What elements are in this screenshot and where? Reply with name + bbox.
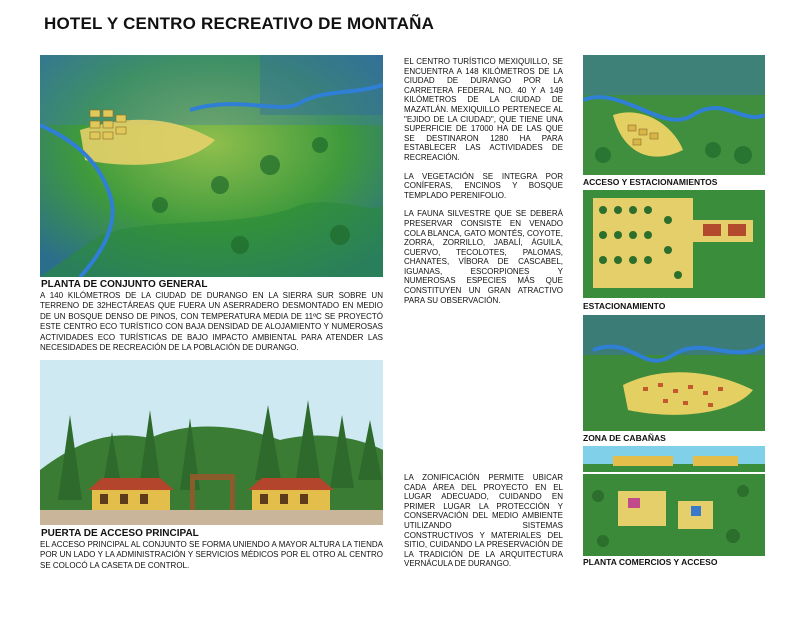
- vegetation-paragraph: LA VEGETACIÓN SE INTEGRA POR CONÍFERAS, ENCINOS Y BOSQUE TEMPLADO PERENIFOLIO.: [404, 171, 563, 200]
- description-column-bottom: [404, 473, 563, 578]
- entrance-description: EL ACCESO PRINCIPAL AL CONJUNTO SE FORMA UNIENDO A MAYOR ALTURA LA TIENDA POR UN LADO Y LA ADMINISTRACIÓN Y SERVICIOS MÉDICOS POR EL OTRO AL CENTRO SE COLOCÓ LA CASETA DE CONTROL.: [40, 540, 383, 570]
- page-title: HOTEL Y CENTRO RECREATIVO DE MONTAÑA: [44, 14, 435, 33]
- commerce-access-caption: PLANTA COMERCIOS Y ACCESO: [583, 557, 718, 567]
- master-plan-image: [40, 55, 383, 277]
- parking-caption: ESTACIONAMIENTO: [583, 301, 666, 311]
- master-plan-description: A 140 KILÓMETROS DE LA CIUDAD DE DURANGO EN LA SIERRA SUR SOBRE UN TERRENO DE 32HECTÁREAS QUE FUERA UN ASERRADERO DESMONTADO EN MEDIO DE UN BOSQUE DENSO DE PINOS, CON TEMPERATURA MEDIA DE 11ºC SE PROYECTÓ ESTE CENTRO ECO TURÍSTICO CON BAJA DENSIDAD DE ALOJAMIENTO Y NUMEROSAS ACTIVIDADES ECO TURÍSTICAS DE BAJO IMPACTO AMBIENTAL PARA ATENDER LAS NECESIDADES DE RECREACIÓN DE LA POBLACIÓN DE DURANGO.: [40, 291, 383, 353]
- access-parking-image: [583, 55, 765, 175]
- zoning-paragraph: LA ZONIFICACIÓN PERMITE UBICAR CADA ÁREA DEL PROYECTO EN EL LUGAR ADECUADO, CUIDANDO EN PRIMER LUGAR LA PROTECCIÓN Y CONSERVACIÓN DEL MEDIO AMBIENTE UTILIZANDO SISTEMAS CONSTRUCTIVOS Y MATERIALES DEL SITIO, CUIDANDO LA PRESERVACIÓN DE LA TRADICIÓN DE LA ARQUITECTURA VERNÁCULA DE DURANGO.: [404, 473, 563, 569]
- cabins-zone-image: [583, 315, 765, 431]
- location-paragraph: EL CENTRO TURÍSTICO MEXIQUILLO, SE ENCUENTRA A 148 KILÓMETROS DE LA CIUDAD DE DURANGO POR LA CARRETERA FEDERAL NO. 40 Y A 149 KILÓMETROS DE LA CIUDAD DE MAZATLÁN. MEXIQUILLO PERTENECE AL "EJIDO DE LA CIUDAD", QUE TIENE UNA SUPERFICIE DE 17000 HA DE LAS QUE SE DESTINARON 1280 HA PARA ESTABLECER LAS ACTIVIDADES DE RECREACIÓN.: [404, 57, 563, 162]
- description-column-top: [404, 57, 563, 314]
- access-parking-caption: ACCESO Y ESTACIONAMIENTOS: [583, 177, 718, 187]
- entrance-caption: PUERTA DE ACCESO PRINCIPAL: [41, 528, 199, 539]
- entrance-drawing: [40, 360, 383, 525]
- master-plan-caption: PLANTA DE CONJUNTO GENERAL: [41, 279, 208, 290]
- commerce-access-image: [583, 446, 765, 556]
- cabins-caption: ZONA DE CABAÑAS: [583, 433, 666, 443]
- parking-image: [583, 190, 765, 298]
- fauna-paragraph: LA FAUNA SILVESTRE QUE SE DEBERÁ PRESERVAR CONSISTE EN VENADO COLA BLANCA, GATO MONTÉS, COYOTE, ZORRA, ZORRILLO, JABALÍ, ÁGUILA, CUERVO, TECOLOTES, PALOMAS, CHANATES, VÍBORA DE CASCABEL, IGUANAS, ESCORPIONES Y NUMEROSAS ESPECIES MÁS QUE CONSTITUYEN UN GRAN ATRACTIVO PARA SU OBSERVACIÓN.: [404, 209, 563, 305]
- master-plan-drawing: [40, 55, 383, 277]
- main-entrance-image: [40, 360, 383, 525]
